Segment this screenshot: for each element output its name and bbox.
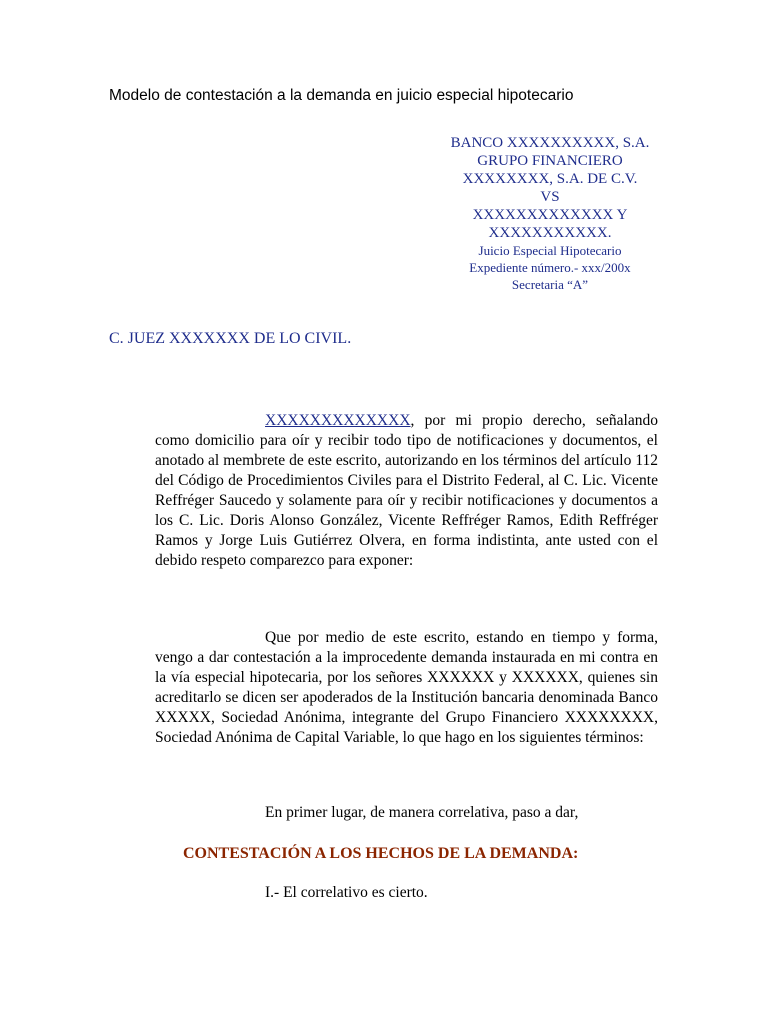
section-heading: CONTESTACIÓN A LOS HECHOS DE LA DEMANDA:	[183, 845, 579, 862]
paragraph-appearance	[155, 411, 658, 571]
case-party-line: XXXXXXXXXXXXX Y	[472, 207, 628, 223]
addressee: C. JUEZ XXXXXXX DE LO CIVIL.	[109, 330, 352, 347]
case-party-line: GRUPO FINANCIERO	[477, 153, 623, 169]
paragraph-text: , por mi propio derecho, señalando como domicilio para oír y recibir todo tipo de notificaciones y documentos, el anotado al membrete de este escrito, autorizando en los términos del artículo 112 del Código de Procedimientos Civiles para el Distrito Federal, al C. Lic. Vicente Reffréger Saucedo y solamente para oír y recibir notificaciones y documentos a los C. Lic. Doris Alonso González, Vicente Reffréger Ramos, Edith Reffréger Ramos y Jorge Luis Gutiérrez Olvera, en forma indistinta, ante usted con el debido respeto comparezco para exponer:	[155, 412, 658, 569]
case-file-number: Expediente número.- xxx/200x	[469, 260, 631, 275]
case-party-line: XXXXXXXXXXX.	[488, 225, 612, 241]
paragraph-intro: En primer lugar, de manera correlativa, paso a dar,	[265, 804, 579, 821]
case-party-line: XXXXXXXX, S.A. DE C.V.	[462, 171, 638, 187]
page-title: Modelo de contestación a la demanda en juicio especial hipotecario	[109, 87, 574, 104]
case-secretariat: Secretaria “A”	[511, 277, 589, 292]
case-versus: VS	[540, 189, 560, 205]
case-header	[400, 134, 700, 293]
case-party-line: BANCO XXXXXXXXXX, S.A.	[450, 135, 650, 151]
paragraph-text: Que por medio de este escrito, estando en tiempo y forma, vengo a dar contestación a la improcedente demanda instaurada en mi contra en la vía especial hipotecaria, por los señores XXXXXX y XXXXXX, quienes sin acreditarlo se dicen ser apoderados de la Institución bancaria denominada Banco XXXXX, Sociedad Anónima, integrante del Grupo Financiero XXXXXXXX, Sociedad Anónima de Capital Variable, lo que hago en los siguientes términos:	[155, 629, 658, 746]
defendant-name: XXXXXXXXXXXXX	[265, 412, 411, 429]
paragraph-answer	[155, 628, 658, 748]
case-type: Juicio Especial Hipotecario	[478, 243, 622, 258]
fact-item: I.- El correlativo es cierto.	[265, 884, 428, 901]
